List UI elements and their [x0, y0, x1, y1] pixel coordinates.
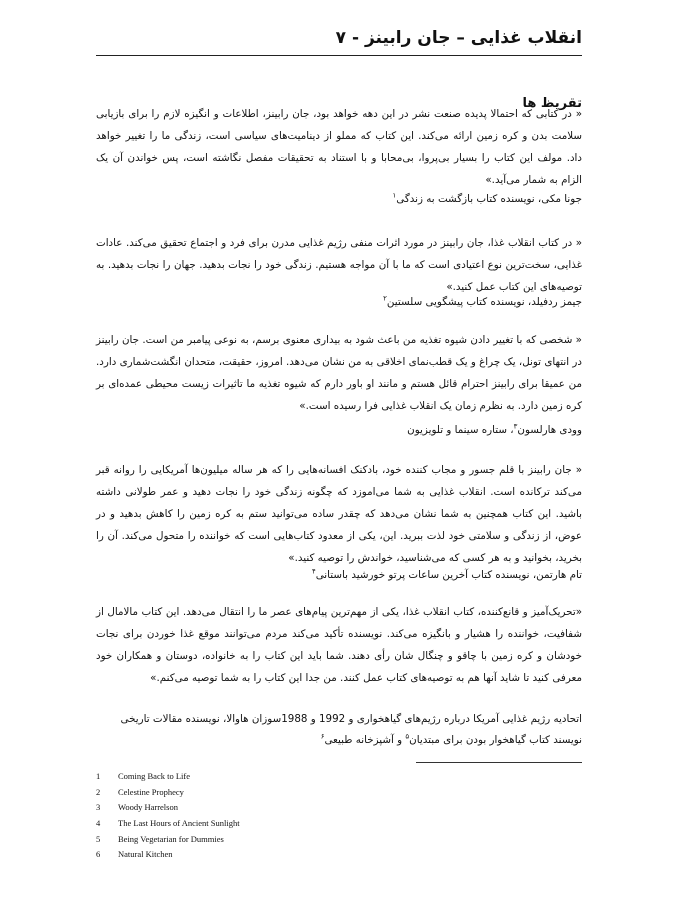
footnote-marker: ۴ [311, 567, 316, 576]
footnote-text: Natural Kitchen [118, 849, 173, 860]
footnote-number: 6 [96, 849, 101, 860]
footnote-marker: ۲ [383, 294, 387, 303]
blurb-1-text: « در کتابی که احتمالا پدیده صنعت نشر در این دهه خواهد بود، جان رابینز، اطلاعات و انگیزه لازم را برای بازیابی سلامت بدن و کره زمین ارائه می‌کند. این کتاب که مملو از دینامیت‌های سیاسی است، زندگی ما را تغییر خواهد داد. مولف این کتاب را بسیار بی‌پروا، بی‌محابا و با استناد به تحقیقات مفصل نگاشته است، پس خواندن آن یک الزام به شمار می‌آید.» [96, 108, 582, 186]
footnote-text: Being Vegetarian for Dummies [118, 833, 224, 844]
blurb-5-text: «تحریک‌آمیز و قانع‌کننده، کتاب انقلاب غذا، یکی از مهم‌ترین پیام‌های عصر ما را انتقال می‌دهد. این کتاب مالامال از شفافیت، خواننده را هشیار و بانگیزه می‌کند. نویسنده تأکید می‌کند مردم می‌توانند موقع غذا خوردن برای نجات خودشان و کره زمین با چاقو و چنگال شان رأی دهند. شما باید این کتاب را به خانواده، دوستان و همکاران خود معرفی کنید تا شاید آنها هم به توصیه‌های کتاب عمل کنند. من جدا این کتاب را به شما توصیه می‌کنم.» [96, 606, 582, 684]
blurb-4-text: « جان رابینز با قلم جسور و مجاب کننده خود، بادکنک افسانه‌هایی را که هر ساله میلیون‌ها آمریکایی را روانه قبر می‌کند ترکانده است. انقلاب غذایی به شما می‌اموزد که چگونه زندگی خود را نجات دهید و عمر طولانی داشته باشید. این کتاب همچنین به شما نشان می‌دهد که چقدر ساده می‌توانید ستم به کره زمین را کاهش بدهید و در عوض، از زندگی و سلامتی خود لذت ببرید. این، یکی از معدود کتاب‌هایی است که خواننده را متحول می‌کند. آن را بخرید، بخوانید و به هر کسی که می‌شناسید، خواندش را توصیه کنید.» [96, 464, 582, 564]
footnote-item [96, 815, 396, 831]
closing-text: و آشپزخانه طبیعی [324, 734, 406, 746]
blurb-2-text: « در کتاب انقلاب غذا، جان رابینز در مورد اثرات منفی رژیم غذایی مدرن برای فرد و اجتماع تحقیق می‌کند. عادات غذایی، سخت‌ترین نوع اعتیادی است که ما با آن مواجه هستیم. زندگی خود را نجات بدهید. جهان را نجات بدهید. به توصیه‌های این کتاب عمل کنید.» [96, 237, 582, 293]
footnote-item [96, 846, 396, 862]
footnote-separator [416, 762, 582, 763]
footnote-marker: ۳ [513, 422, 518, 431]
footnote-item [96, 768, 396, 784]
blurb-2-attribution [96, 294, 582, 310]
header-rule [96, 55, 582, 56]
header-title: انقلاب غذایی – جان رابینز - ۷ [335, 28, 582, 48]
running-header [96, 28, 582, 52]
footnote-item [96, 784, 396, 800]
closing-text: نویسند کتاب گیاهخوار بودن برای مبتدیان [409, 734, 582, 746]
footnote-number: 4 [96, 817, 101, 828]
attribution-name: وودی هارلسون [517, 424, 582, 436]
footnotes-list [96, 768, 396, 862]
blurb-3-attribution [96, 422, 582, 438]
attribution-text: جونا مکی، نویسنده کتاب بازگشت به زندگی [396, 193, 582, 205]
closing-line-1: اتحادیه رژیم غذایی آمریکا درباره رژیم‌های گیاهخواری و 1992 و 1988سوزان هاوالا، نویسنده مقالات تاریخی [120, 713, 582, 725]
blurb-4-attribution [96, 567, 582, 583]
footnote-marker: ۱ [392, 191, 397, 200]
attribution-text: جیمز ردفیلد، نویسنده کتاب پیشگویی سلستین [386, 296, 582, 308]
blurb-3-text: « شخصی که با تغییر دادن شیوه تغذیه من باعث شود به بیداری معنوی برسم، به نوعی پیامبر من است. جان رابینز در انتهای تونل، یک چراغ و یک قطب‌نمای اخلاقی به من نشان می‌دهد. امروز، حقیقت، متحدان انگشت‌شماری دارد. من عمیقا برای رابینز احترام قائل هستم و مانند او باور دارم که شیوه تغذیه ما تاثیرات زیست محیطی عمده‌ای بر کره زمین دارد. به نظرم زمان یک انقلاب غذایی فرا رسیده است.» [96, 334, 582, 412]
footnote-marker: ۵ [405, 732, 410, 741]
footnote-marker: ۶ [320, 732, 325, 741]
footnote-number: 2 [96, 786, 101, 797]
footnote-text: Celestine Prophecy [118, 786, 184, 797]
section-title: تقریظ ها [522, 96, 582, 111]
footnote-text: The Last Hours of Ancient Sunlight [118, 817, 240, 828]
footnote-text: Coming Back to Life [118, 770, 191, 781]
footnote-number: 5 [96, 833, 101, 844]
attribution-text: تام هارتمن، نویسنده کتاب آخرین ساعات پرتو خورشید باستانی [315, 569, 582, 581]
footnote-item [96, 799, 396, 815]
footnote-text: Woody Harrelson [118, 802, 178, 813]
footnote-number: 3 [96, 802, 101, 813]
footnote-item [96, 831, 396, 847]
attribution-role: ، ستاره سینما و تلویزیون [407, 424, 514, 436]
footnote-number: 1 [96, 770, 101, 781]
blurb-1-attribution [96, 191, 582, 207]
closing-line-2 [96, 732, 582, 748]
